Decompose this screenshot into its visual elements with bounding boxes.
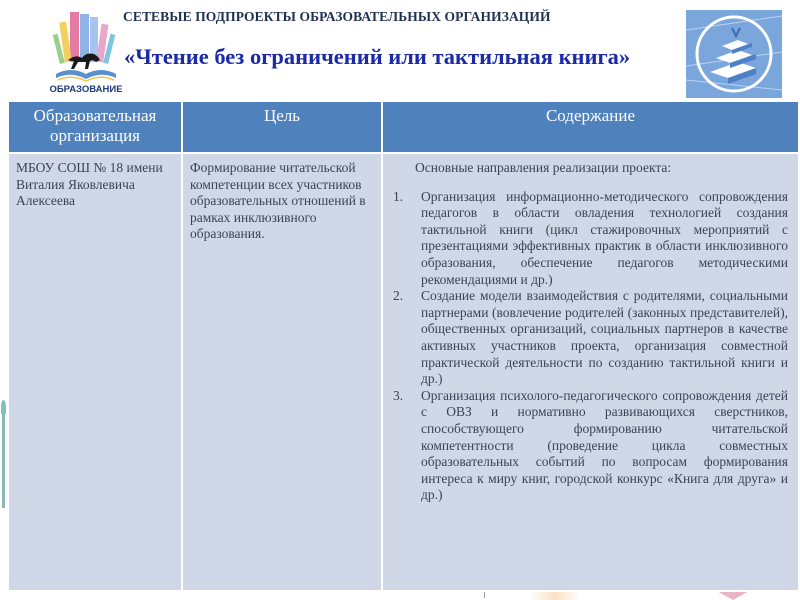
organization-cell: МБОУ СОШ № 18 имени Виталия Яковлевича Алексеева <box>8 153 182 591</box>
column-header-goal: Цель <box>182 101 382 153</box>
table-row <box>8 153 799 591</box>
list-item <box>391 388 788 504</box>
decorative-tick <box>484 592 485 598</box>
list-item <box>391 288 788 388</box>
methodical-center-logo <box>686 10 782 98</box>
list-item-number: 1. <box>393 188 404 204</box>
list-item <box>391 189 788 289</box>
table-header-row <box>8 101 799 153</box>
column-header-organization: Образовательная организация <box>8 101 182 153</box>
education-surgut-logo-icon <box>50 8 122 100</box>
list-item-text: Создание модели взаимодействия с родителями, социальными партнерами (вовлечение родителей (законных представителей), общественных организаций, социальных партнеров в качестве активных участников проекта, организация совместной практической деятельности по созданию тактильной книги и др.) <box>421 288 788 387</box>
page-title: «Чтение без ограничений или тактильная книга» <box>124 44 631 69</box>
svg-text:ОБРАЗОВАНИЕ: ОБРАЗОВАНИЕ <box>50 84 122 95</box>
content-cell <box>382 153 799 591</box>
education-surgut-logo <box>50 8 122 100</box>
list-item-number: 2. <box>393 288 404 304</box>
column-header-content: Содержание <box>382 101 799 153</box>
decorative-line <box>2 408 5 508</box>
page-subtitle: СЕТЕВЫЕ ПОДПРОЕКТЫ ОБРАЗОВАТЕЛЬНЫХ ОРГАНИЗАЦИЙ <box>123 9 551 24</box>
directions-list <box>391 189 788 504</box>
subprojects-table <box>7 100 800 592</box>
goal-cell: Формирование читательской компетенции всех участников образовательных отношений в рамках инклюзивного образования. <box>182 153 382 591</box>
list-item-text: Организация психолого-педагогического сопровождения детей с ОВЗ и нормативно развивающихся сверстников, способствующего формированию читательской компетентности (проведение цикла совместных образовательных событий по вопросам формирования интереса к миру книг, городской конкурс «Книга для друга» и др.) <box>421 387 788 503</box>
list-item-text: Организация информационно-методического сопровождения педагогов в области овладения технологией создания тактильной книги (цикл стажировочных мероприятий с презентациями эффективных практик в области инклюзивного образования, обеспечение педагогов методическими рекомендациями и др.) <box>421 188 788 287</box>
methodical-center-logo-icon <box>686 10 782 98</box>
content-intro: Основные направления реализации проекта: <box>415 160 672 175</box>
list-item-number: 3. <box>393 387 404 403</box>
